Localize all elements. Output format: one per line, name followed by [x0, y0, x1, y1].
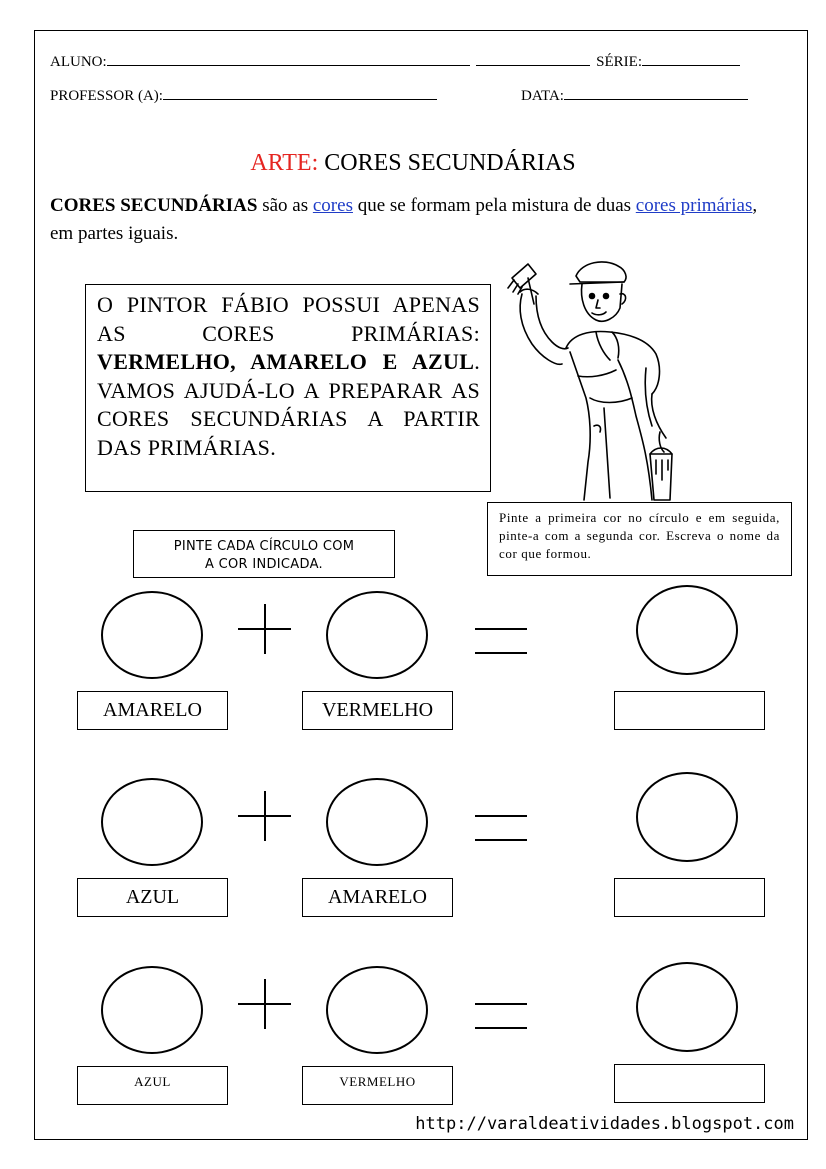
data-label: DATA:: [521, 88, 564, 104]
equals-sign-top: [475, 815, 527, 817]
professor-label: PROFESSOR (A):: [50, 88, 163, 104]
story-box: [85, 284, 491, 492]
paint-instruction-line-1: PINTE CADA CÍRCULO COM: [173, 539, 355, 554]
professor-field: [50, 87, 437, 105]
second-color-label: VERMELHO: [302, 1066, 453, 1105]
paint-instruction-line-2: A COR INDICADA.: [205, 557, 323, 572]
story-text-1: O PINTOR FÁBIO POSSUI APENAS AS CORES PRIMÁRIAS:: [97, 292, 480, 346]
data-line[interactable]: [564, 87, 748, 100]
intro-text-2: que se formam pela mistura de duas: [352, 195, 636, 216]
professor-line[interactable]: [163, 87, 437, 100]
serie-label: SÉRIE:: [596, 54, 643, 70]
first-color-label: AZUL: [77, 1066, 228, 1105]
intro-text-3: , em partes iguais.: [50, 195, 758, 244]
aluno-label: ALUNO:: [50, 54, 107, 70]
aluno-field: [50, 53, 740, 71]
second-color-circle[interactable]: [326, 778, 428, 866]
title-text: CORES SECUNDÁRIAS: [324, 150, 576, 176]
serie-line[interactable]: [642, 53, 740, 66]
result-color-circle[interactable]: [636, 585, 738, 675]
page-title: [0, 150, 826, 177]
result-answer-box[interactable]: [614, 1064, 765, 1103]
first-color-label: AMARELO: [77, 691, 228, 730]
footer-url[interactable]: http://varaldeatividades.blogspot.com: [415, 1114, 794, 1134]
result-answer-box[interactable]: [614, 878, 765, 917]
equals-sign-bottom: [475, 839, 527, 841]
intro-paragraph: [50, 192, 770, 248]
plus-sign-vertical: [264, 791, 266, 841]
plus-sign-vertical: [264, 604, 266, 654]
data-field: [521, 87, 748, 105]
result-color-circle[interactable]: [636, 772, 738, 862]
cores-link[interactable]: cores: [312, 195, 353, 216]
intro-text-1: são as: [257, 195, 313, 216]
second-color-label: AMARELO: [302, 878, 453, 917]
second-color-circle[interactable]: [326, 591, 428, 679]
aluno-line-2[interactable]: [476, 53, 590, 66]
cores-primarias-link[interactable]: cores primárias: [635, 195, 753, 216]
second-color-label: VERMELHO: [302, 691, 453, 730]
first-color-circle[interactable]: [101, 966, 203, 1054]
painter-illustration: [500, 248, 675, 504]
first-color-circle[interactable]: [101, 591, 203, 679]
title-prefix: ARTE:: [250, 150, 319, 176]
instruction-box: Pinte a primeira cor no círculo e em seguida, pinte-a com a segunda cor. Escreva o nome da cor que formou.: [487, 502, 792, 576]
story-bold: VERMELHO, AMARELO E AZUL: [97, 349, 475, 374]
first-color-label: AZUL: [77, 878, 228, 917]
result-color-circle[interactable]: [636, 962, 738, 1052]
intro-bold: CORES SECUNDÁRIAS: [50, 195, 258, 216]
equals-sign-bottom: [475, 1027, 527, 1029]
equals-sign-top: [475, 628, 527, 630]
story-text-2: . VAMOS AJUDÁ-LO A PREPARAR AS CORES SECUNDÁRIAS A PARTIR DAS PRIMÁRIAS.: [97, 349, 480, 460]
second-color-circle[interactable]: [326, 966, 428, 1054]
first-color-circle[interactable]: [101, 778, 203, 866]
equals-sign-top: [475, 1003, 527, 1005]
aluno-line[interactable]: [107, 53, 470, 66]
equals-sign-bottom: [475, 652, 527, 654]
result-answer-box[interactable]: [614, 691, 765, 730]
paint-instruction-box: [133, 530, 395, 578]
plus-sign-vertical: [264, 979, 266, 1029]
